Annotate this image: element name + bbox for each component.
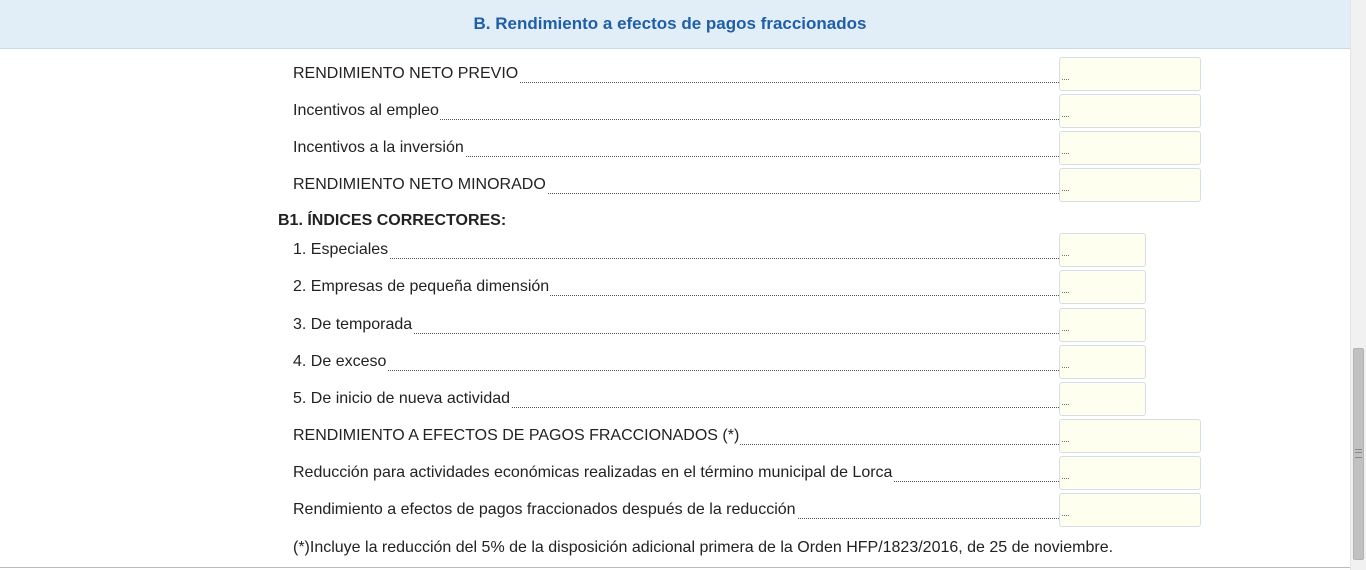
incentivos-empleo-input[interactable] [1059, 94, 1201, 128]
divider [0, 567, 1350, 568]
indices-correctores-heading: B1. ÍNDICES CORRECTORES: [278, 212, 507, 229]
reduccion-lorca-input[interactable] [1059, 456, 1201, 490]
footnote: (*)Incluye la reducción del 5% de la disposición adicional primera de la Orden HFP/1823/2016, de 25 de noviembre. [293, 539, 1114, 556]
section-header [0, 0, 1350, 49]
scrollbar-thumb[interactable] [1353, 348, 1364, 560]
row-label: 2. Empresas de pequeña dimensión [293, 278, 550, 295]
indice-inicio-actividad-input[interactable] [1059, 382, 1146, 416]
indice-temporada-input[interactable] [1059, 308, 1146, 342]
row-label: 5. De inicio de nueva actividad [293, 390, 511, 407]
row-label: Rendimiento a efectos de pagos fraccionados después de la reducción [293, 501, 796, 518]
vertical-scrollbar[interactable] [1350, 0, 1366, 570]
indice-especiales-input[interactable] [1059, 233, 1146, 267]
section-title: B. Rendimiento a efectos de pagos fraccionados [473, 14, 867, 33]
row-label: RENDIMIENTO NETO PREVIO [293, 65, 519, 82]
row-label: Incentivos a la inversión [293, 139, 464, 156]
dotted-leader [293, 370, 1059, 371]
incentivos-inversion-input[interactable] [1059, 131, 1201, 165]
row-label: Reducción para actividades económicas realizadas en el término municipal de Lorca [293, 464, 893, 481]
rendimiento-neto-minorado-input[interactable] [1059, 168, 1201, 202]
indice-exceso-input[interactable] [1059, 345, 1146, 379]
dotted-leader [293, 258, 1059, 259]
rendimiento-pagos-fraccionados-input[interactable] [1059, 419, 1201, 453]
rendimiento-neto-previo-input[interactable] [1059, 57, 1201, 91]
row-label: 1. Especiales [293, 241, 389, 258]
indice-pequena-dimension-input[interactable] [1059, 270, 1146, 304]
row-label: RENDIMIENTO NETO MINORADO [293, 176, 546, 193]
rendimiento-despues-reduccion-input[interactable] [1059, 493, 1201, 527]
row-label: Incentivos al empleo [293, 102, 439, 119]
row-label: RENDIMIENTO A EFECTOS DE PAGOS FRACCIONADOS (*) [293, 427, 740, 444]
row-label: 4. De exceso [293, 353, 387, 370]
row-label: 3. De temporada [293, 316, 413, 333]
grip-icon [1355, 449, 1362, 458]
